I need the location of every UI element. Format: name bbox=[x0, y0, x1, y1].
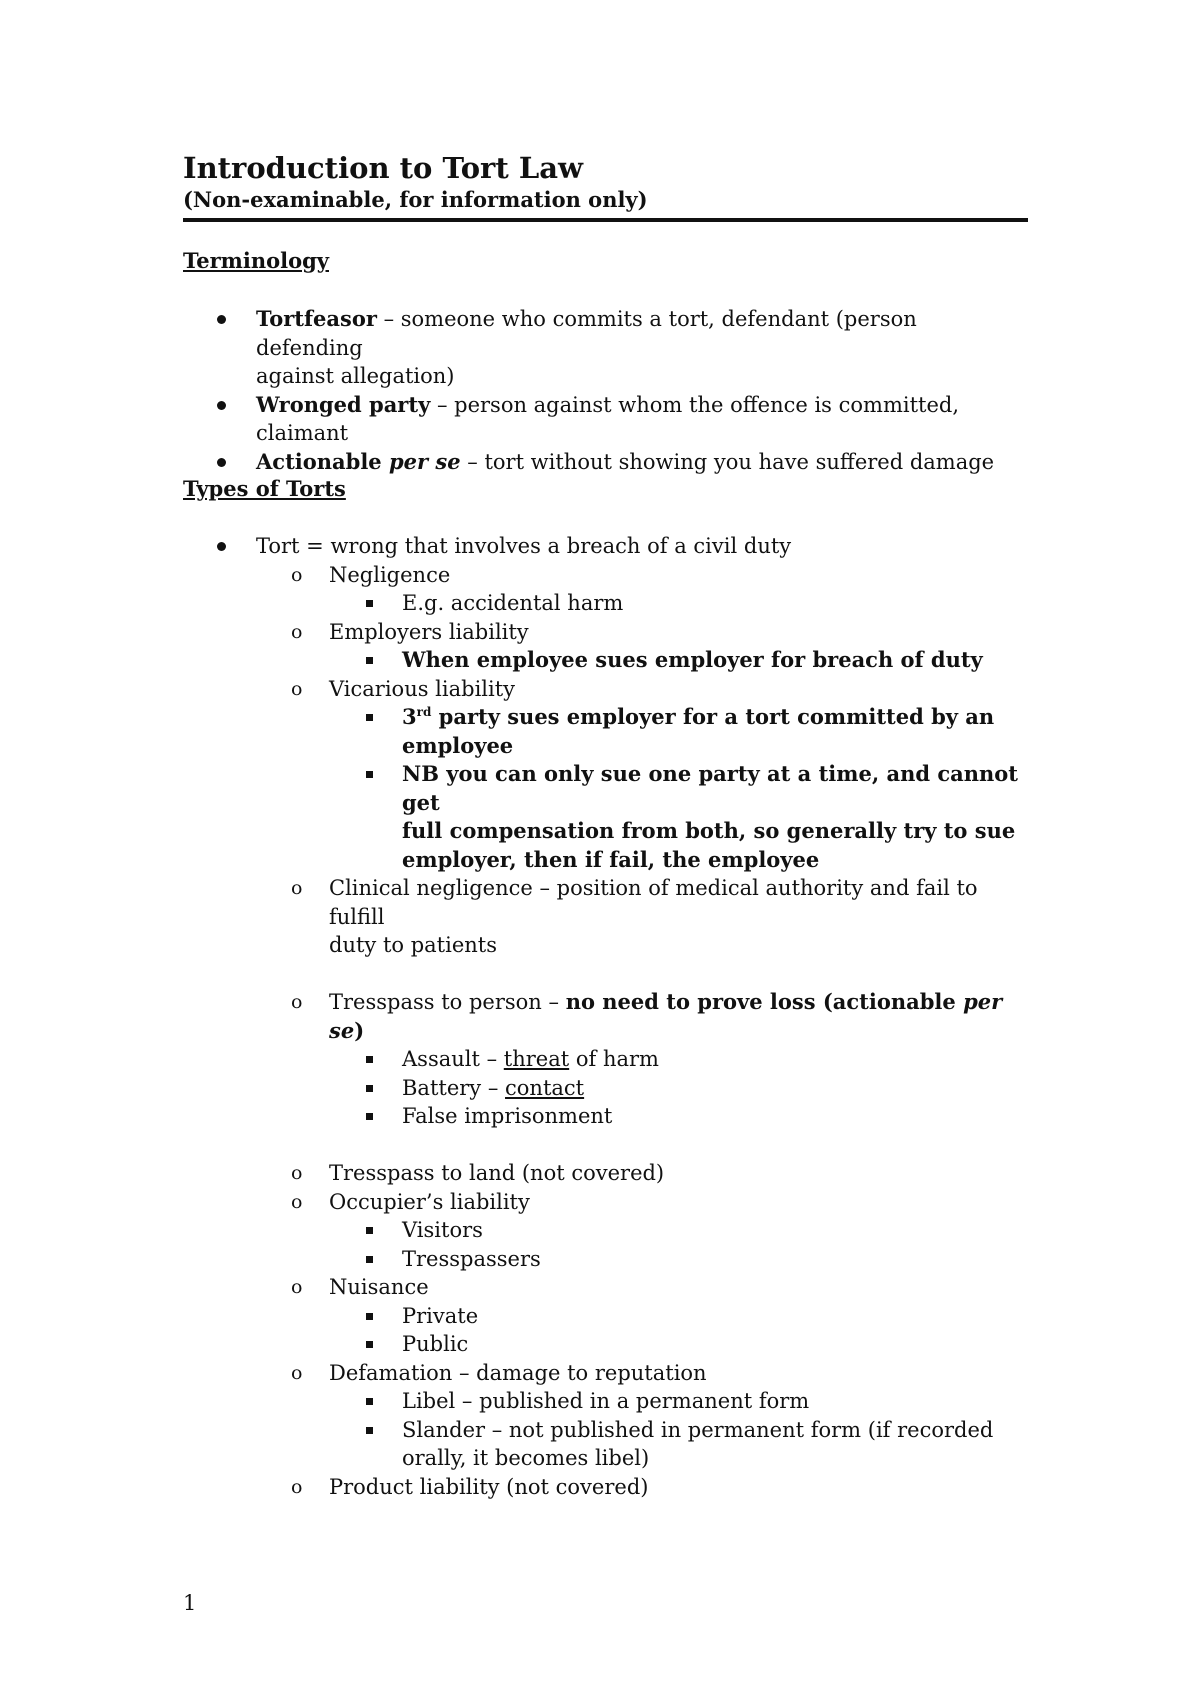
list-item: Public bbox=[183, 1330, 1028, 1359]
list-item: Libel – published in a permanent form bbox=[183, 1387, 1028, 1416]
list-item: Tortfeasor – someone who commits a tort, defendant (person defending against allegation) bbox=[183, 305, 1028, 391]
circle-bullet-icon: o bbox=[291, 620, 303, 643]
circle-bullet-icon: o bbox=[291, 563, 303, 586]
list-item: o Product liability (not covered) bbox=[183, 1473, 1028, 1502]
list-item: Assault – threat of harm bbox=[183, 1045, 1028, 1074]
list-item: False imprisonment bbox=[183, 1102, 1028, 1131]
list-item: o Employers liability bbox=[183, 618, 1028, 647]
list-item: Slander – not published in permanent form (if recorded orally, it becomes libel) bbox=[183, 1416, 1028, 1473]
list-item: Actionable per se – tort without showing you have suffered damage bbox=[183, 448, 1028, 477]
list-item: o Occupier’s liability bbox=[183, 1188, 1028, 1217]
spacer bbox=[183, 1131, 1028, 1160]
terminology-list bbox=[183, 305, 1028, 476]
terminology-heading: Terminology bbox=[183, 248, 329, 273]
circle-bullet-icon: o bbox=[291, 1475, 303, 1498]
bullet-icon bbox=[217, 458, 226, 467]
square-bullet-icon bbox=[366, 1256, 373, 1263]
document-subtitle: (Non-examinable, for information only) bbox=[183, 187, 648, 212]
types-heading: Types of Torts bbox=[183, 476, 346, 501]
circle-bullet-icon: o bbox=[291, 1190, 303, 1213]
bullet-icon bbox=[217, 401, 226, 410]
circle-bullet-icon: o bbox=[291, 677, 303, 700]
list-item: Visitors bbox=[183, 1216, 1028, 1245]
square-bullet-icon bbox=[366, 1427, 373, 1434]
page-content bbox=[183, 150, 1028, 222]
list-item: When employee sues employer for breach of duty bbox=[183, 646, 1028, 675]
square-bullet-icon bbox=[366, 1085, 373, 1092]
list-item: E.g. accidental harm bbox=[183, 589, 1028, 618]
list-item: o Clinical negligence – position of medical authority and fail to fulfill duty to patients bbox=[291, 876, 978, 957]
list-item: o Vicarious liability bbox=[183, 675, 1028, 704]
list-item: Tort = wrong that involves a breach of a civil duty bbox=[183, 532, 1028, 561]
types-list bbox=[183, 532, 1028, 1501]
square-bullet-icon bbox=[366, 1341, 373, 1348]
list-item: o Negligence bbox=[183, 561, 1028, 590]
square-bullet-icon bbox=[366, 600, 373, 607]
list-item: o Tresspass to person – no need to prove loss (actionable per se) bbox=[291, 989, 1003, 1043]
square-bullet-icon bbox=[366, 771, 373, 778]
circle-bullet-icon: o bbox=[291, 991, 303, 1013]
bullet-icon bbox=[217, 542, 226, 551]
square-bullet-icon bbox=[366, 714, 373, 721]
square-bullet-icon bbox=[366, 1227, 373, 1234]
list-item: o Nuisance bbox=[183, 1273, 1028, 1302]
spacer bbox=[183, 960, 1028, 989]
circle-bullet-icon: o bbox=[291, 1361, 303, 1384]
list-item: Battery – contact bbox=[183, 1074, 1028, 1103]
square-bullet-icon bbox=[366, 1313, 373, 1320]
circle-bullet-icon: o bbox=[291, 1276, 303, 1298]
circle-bullet-icon: o bbox=[291, 877, 303, 899]
list-item: o Tresspass to land (not covered) bbox=[183, 1159, 1028, 1188]
document-title: Introduction to Tort Law bbox=[183, 151, 583, 185]
list-item: Tresspassers bbox=[183, 1245, 1028, 1274]
square-bullet-icon bbox=[366, 1398, 373, 1405]
bullet-icon bbox=[217, 315, 226, 324]
list-item: 3rd party sues employer for a tort committed by an employee bbox=[183, 703, 1028, 760]
page-number: 1 bbox=[183, 1591, 197, 1615]
list-item: o Defamation – damage to reputation bbox=[183, 1359, 1028, 1388]
list-item: NB you can only sue one party at a time, and cannot get full compensation from both, so generally try to sue employer, then if fail, the employee bbox=[183, 760, 1028, 874]
title-divider bbox=[183, 218, 1028, 222]
square-bullet-icon bbox=[366, 1113, 373, 1120]
square-bullet-icon bbox=[366, 1056, 373, 1063]
list-item: Private bbox=[183, 1302, 1028, 1331]
square-bullet-icon bbox=[366, 657, 373, 664]
circle-bullet-icon: o bbox=[291, 1162, 303, 1184]
list-item: Wronged party – person against whom the offence is committed, claimant bbox=[183, 391, 1028, 448]
